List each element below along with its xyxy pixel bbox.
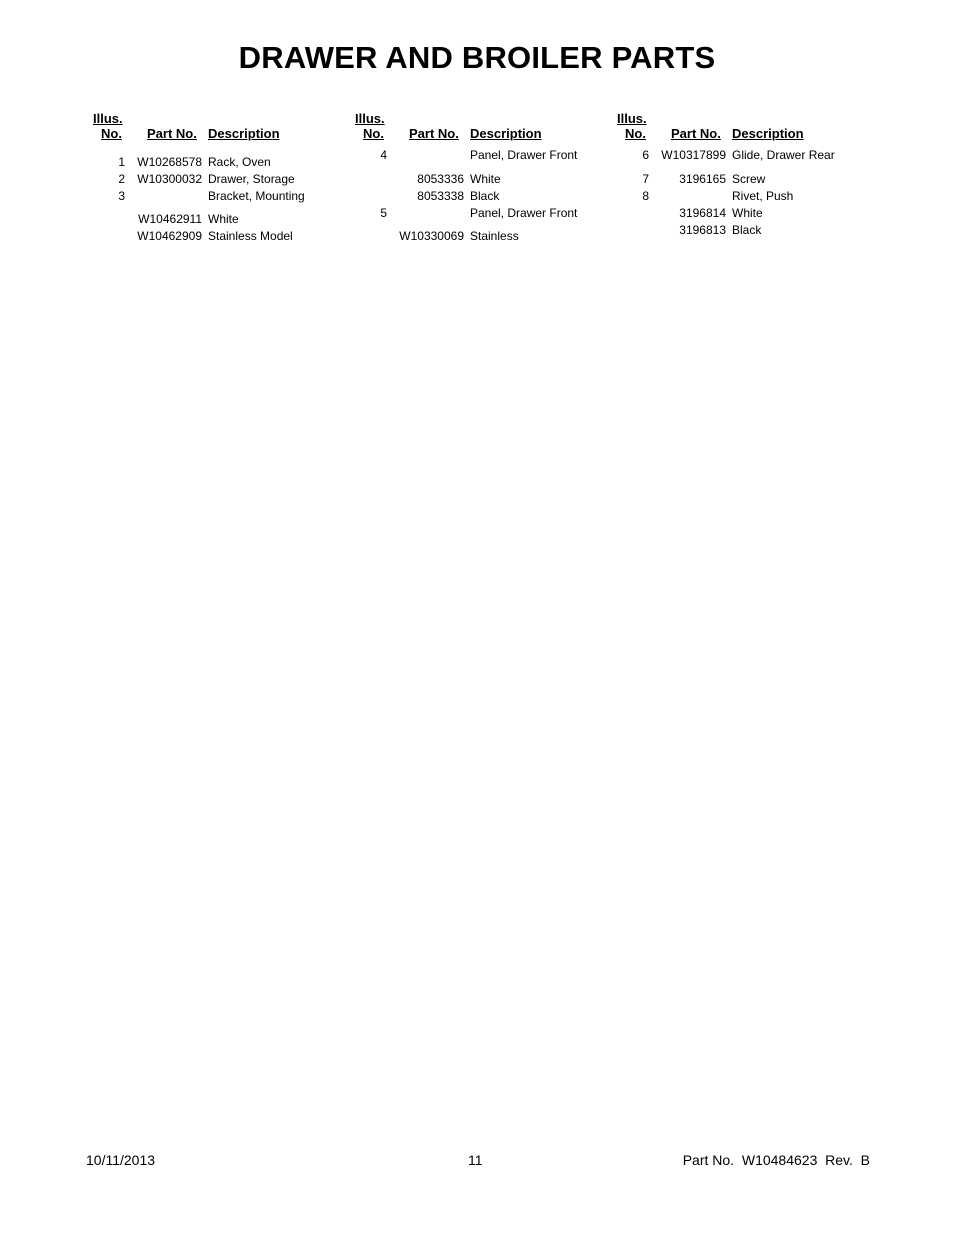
- part-number: 3196165: [679, 172, 726, 186]
- part-number: W10330069: [399, 229, 464, 243]
- part-number: 3196814: [679, 206, 726, 220]
- part-description: Rack, Oven: [208, 155, 271, 169]
- description-header: Description: [470, 126, 542, 141]
- part-number: 3196813: [679, 223, 726, 237]
- part-no-header: Part No.: [671, 126, 721, 141]
- parts-column-1: [93, 111, 353, 243]
- illus-number: 8: [642, 189, 649, 203]
- illus-header-line1: Illus.: [617, 111, 647, 126]
- part-number: W10300032: [137, 172, 202, 186]
- part-number: W10317899: [661, 148, 726, 162]
- part-description: Black: [732, 223, 762, 237]
- footer-date: 10/11/2013: [86, 1152, 156, 1168]
- illus-number: 3: [118, 189, 125, 203]
- illus-header-line2: No.: [101, 126, 122, 141]
- footer-page-number: 11: [468, 1152, 483, 1168]
- footer-part-revision: Part No. W10484623 Rev. B: [682, 1152, 870, 1168]
- column-header: [93, 111, 353, 145]
- part-number: W10268578: [137, 155, 202, 169]
- part-no-header: Part No.: [147, 126, 197, 141]
- parts-column-2: [355, 111, 615, 243]
- illus-number: 5: [380, 206, 387, 220]
- part-description: Drawer, Storage: [208, 172, 295, 186]
- part-description: Glide, Drawer Rear: [732, 148, 835, 162]
- part-number: 8053338: [417, 189, 464, 203]
- part-description: Panel, Drawer Front: [470, 148, 578, 162]
- part-description: White: [732, 206, 763, 220]
- illus-number: 4: [380, 148, 387, 162]
- parts-column-3: [617, 111, 877, 237]
- illus-number: 7: [642, 172, 649, 186]
- part-description: Stainless: [470, 229, 519, 243]
- column-header: [617, 111, 877, 145]
- part-description: Black: [470, 189, 500, 203]
- part-description: Panel, Drawer Front: [470, 206, 578, 220]
- description-header: Description: [732, 126, 804, 141]
- part-number: W10462909: [137, 229, 202, 243]
- illus-number: 6: [642, 148, 649, 162]
- part-description: Rivet, Push: [732, 189, 794, 203]
- part-description: White: [208, 212, 239, 226]
- illus-header-line2: No.: [625, 126, 646, 141]
- part-description: Screw: [732, 172, 766, 186]
- column-header: [355, 111, 615, 145]
- illus-header-line1: Illus.: [93, 111, 123, 126]
- part-no-header: Part No.: [409, 126, 459, 141]
- part-number: 8053336: [417, 172, 464, 186]
- illus-header-line2: No.: [363, 126, 384, 141]
- illus-header-line1: Illus.: [355, 111, 385, 126]
- part-number: W10462911: [138, 212, 202, 226]
- part-description: Stainless Model: [208, 229, 293, 243]
- description-header: Description: [208, 126, 280, 141]
- illus-number: 1: [118, 155, 125, 169]
- part-description: Bracket, Mounting: [208, 189, 305, 203]
- page-title: DRAWER AND BROILER PARTS: [238, 40, 716, 75]
- part-description: White: [470, 172, 501, 186]
- illus-number: 2: [118, 172, 125, 186]
